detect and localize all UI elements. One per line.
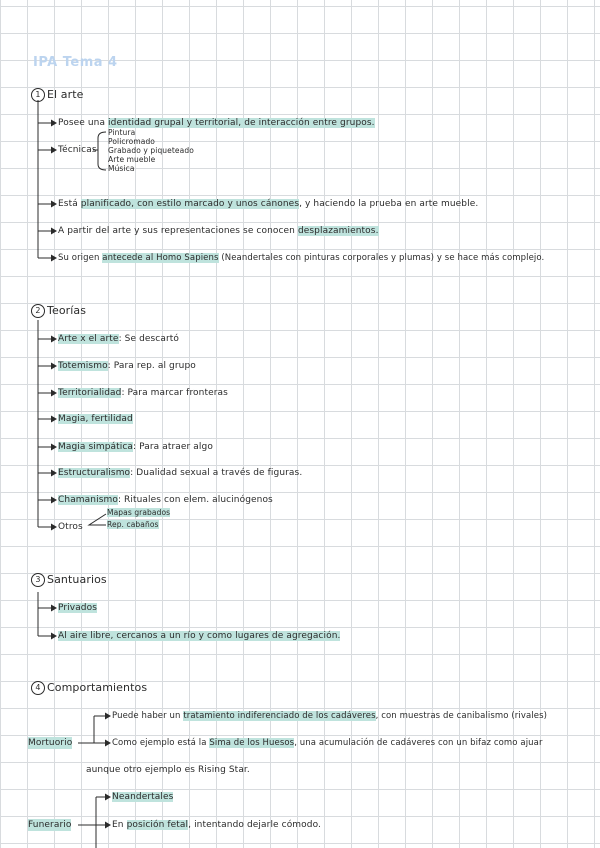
- s1-item-origen: [58, 252, 544, 264]
- section-title: Teorías: [47, 304, 87, 317]
- page-title: IPA Tema 4: [33, 55, 118, 70]
- funerario-label: Funerario: [28, 820, 72, 830]
- highlight: Arte x el arte: [58, 334, 119, 344]
- text: : Se descartó: [118, 334, 180, 344]
- section-2-heading: [31, 304, 86, 318]
- highlight: antecede al Homo Sapiens: [102, 253, 219, 263]
- section-3-heading: [31, 573, 107, 587]
- funerario-item: [112, 791, 173, 803]
- mortuorio-item: [112, 737, 543, 749]
- funerario-item: [112, 819, 321, 831]
- santuario-item: [58, 602, 97, 614]
- text: , una acumulación de cadáveres con un bifaz como ajuar: [294, 738, 543, 748]
- highlight: Neandertales: [112, 792, 174, 802]
- highlight: Estructuralismo: [58, 468, 131, 478]
- highlight: Al aire libre, cercanos a un río y como lugares de agregación.: [58, 631, 341, 641]
- s1-item-desplazamientos: [58, 225, 379, 237]
- highlight: desplazamientos.: [297, 226, 379, 236]
- text: Su origen: [58, 253, 103, 263]
- text: : Para atraer algo: [133, 442, 213, 452]
- text: , con muestras de canibalismo (rivales): [375, 711, 548, 721]
- text: : Dualidad sexual a través de figuras.: [130, 468, 303, 478]
- teoria-item: [58, 413, 133, 425]
- text: (Neandertales con pinturas corporales y plumas) y se hace más complejo.: [218, 253, 545, 263]
- mortuorio-label: Mortuorio: [28, 738, 73, 748]
- teoria-item: [58, 467, 302, 479]
- highlight: planificado, con estilo marcado y unos cánones: [80, 199, 300, 209]
- text: A partir del arte y sus representaciones se conocen: [58, 226, 298, 236]
- highlight: Sima de los Huesos: [209, 738, 295, 748]
- teoria-item: [58, 387, 228, 399]
- section-4-heading: [31, 681, 147, 695]
- tecnica-item: Policromado: [108, 137, 155, 146]
- text: Como ejemplo está la: [112, 738, 210, 748]
- highlight: posición fetal: [126, 820, 189, 830]
- section-title: El arte: [47, 88, 84, 101]
- otros-item: Mapas grabados: [107, 508, 171, 517]
- teoria-item: [58, 333, 179, 345]
- tecnica-item: Arte mueble: [108, 155, 156, 164]
- section-title: Santuarios: [47, 573, 107, 586]
- text: : Para rep. al grupo: [107, 361, 196, 371]
- otros-item: Rep. cabaños: [107, 520, 159, 529]
- highlight: Territorialidad: [58, 388, 122, 398]
- mortuorio-item-continued: aunque otro ejemplo es Rising Star.: [86, 765, 250, 775]
- text: Está: [58, 199, 81, 209]
- highlight: Magia, fertilidad: [58, 414, 133, 424]
- text: : Para marcar fronteras: [121, 388, 228, 398]
- tecnica-item: Grabado y piqueteado: [108, 146, 194, 155]
- highlight: tratamiento indiferenciado de los cadáveres: [183, 711, 376, 721]
- s1-item-planificado: [58, 198, 478, 210]
- highlight: Chamanismo: [58, 495, 118, 505]
- section-title: Comportamientos: [47, 681, 148, 694]
- text: Puede haber un: [112, 711, 184, 721]
- highlight: identidad grupal y territorial, de interacción entre grupos.: [108, 118, 375, 128]
- highlight: Magia simpática: [58, 442, 134, 452]
- teoria-item: [58, 494, 273, 506]
- mortuorio-item: [112, 710, 547, 722]
- tecnica-item: Música: [108, 164, 135, 173]
- santuario-item: [58, 630, 340, 642]
- section-number: 4: [31, 681, 45, 695]
- otros-label: Otros: [58, 522, 83, 532]
- text: En: [112, 820, 127, 830]
- section-number: 2: [31, 304, 45, 318]
- text: : Rituales con elem. alucinógenos: [117, 495, 273, 505]
- text: , intentando dejarle cómodo.: [188, 820, 321, 830]
- highlight: Totemismo: [58, 361, 108, 371]
- s1-item-identidad: [58, 117, 375, 129]
- section-1-heading: [31, 88, 84, 102]
- teoria-item: [58, 360, 196, 372]
- text: , y haciendo la prueba en arte mueble.: [299, 199, 479, 209]
- tecnica-item: Pintura: [108, 128, 136, 137]
- s1-tecnicas-label: Técnicas: [58, 145, 97, 155]
- text: Posee una: [58, 118, 109, 128]
- section-number: 1: [31, 88, 45, 102]
- teoria-item: [58, 441, 213, 453]
- highlight: Privados: [58, 603, 98, 613]
- section-number: 3: [31, 573, 45, 587]
